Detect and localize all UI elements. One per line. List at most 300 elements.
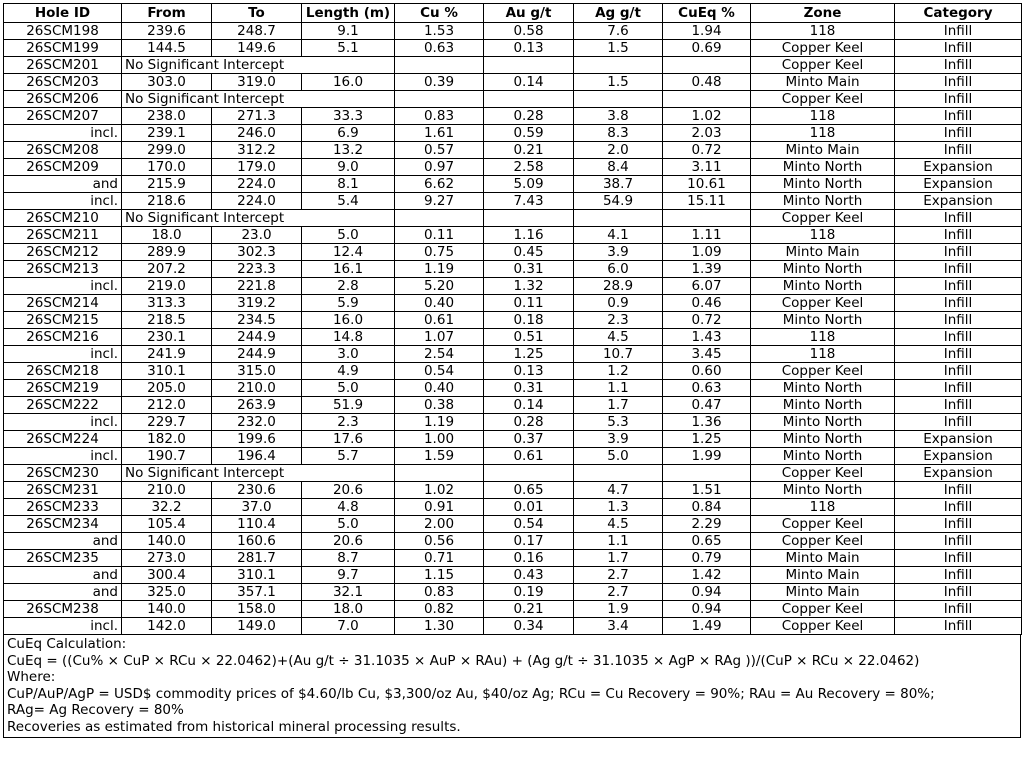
value-cell: 6.9 [302, 125, 395, 142]
category-cell: Infill [895, 125, 1022, 142]
value-cell: 248.7 [212, 23, 302, 40]
value-cell: 0.40 [395, 380, 484, 397]
table-row [4, 414, 1022, 431]
category-cell: Infill [895, 380, 1022, 397]
hole-id-cell: and [4, 533, 122, 550]
value-cell: 0.94 [663, 584, 751, 601]
category-cell: Infill [895, 108, 1022, 125]
note-line: Recoveries as estimated from historical mineral processing results. [7, 718, 461, 735]
value-cell: 1.59 [395, 448, 484, 465]
table-row [4, 312, 1022, 329]
category-cell: Expansion [895, 448, 1022, 465]
value-cell: 9.7 [302, 567, 395, 584]
column-header: Hole ID [4, 4, 122, 23]
zone-cell: Copper Keel [751, 618, 895, 635]
value-cell: 0.63 [663, 380, 751, 397]
hole-id-cell: 26SCM213 [4, 261, 122, 278]
table-row [4, 329, 1022, 346]
category-cell: Infill [895, 295, 1022, 312]
value-cell: 289.9 [122, 244, 212, 261]
value-cell: 1.5 [574, 40, 663, 57]
value-cell: 300.4 [122, 567, 212, 584]
value-cell: 310.1 [212, 567, 302, 584]
zone-cell: Copper Keel [751, 516, 895, 533]
value-cell: 7.0 [302, 618, 395, 635]
value-cell: 0.61 [484, 448, 574, 465]
table-row [4, 210, 1022, 227]
zone-cell: 118 [751, 346, 895, 363]
table-row [4, 142, 1022, 159]
value-cell: 2.3 [574, 312, 663, 329]
table-row [4, 380, 1022, 397]
table-row [4, 40, 1022, 57]
column-header: To [212, 4, 302, 23]
category-cell: Infill [895, 227, 1022, 244]
value-cell: 3.0 [302, 346, 395, 363]
value-cell: 38.7 [574, 176, 663, 193]
value-cell: 0.79 [663, 550, 751, 567]
value-cell: 239.6 [122, 23, 212, 40]
value-cell: 0.13 [484, 363, 574, 380]
value-cell: 0.45 [484, 244, 574, 261]
zone-cell: Minto North [751, 397, 895, 414]
value-cell: 142.0 [122, 618, 212, 635]
value-cell: 1.7 [574, 397, 663, 414]
value-cell: 0.34 [484, 618, 574, 635]
value-cell: 0.37 [484, 431, 574, 448]
hole-id-cell: 26SCM207 [4, 108, 122, 125]
category-cell: Infill [895, 278, 1022, 295]
category-cell: Expansion [895, 193, 1022, 210]
value-cell: 230.1 [122, 329, 212, 346]
table-row [4, 295, 1022, 312]
value-cell: 263.9 [212, 397, 302, 414]
value-cell: 144.5 [122, 40, 212, 57]
value-cell: 207.2 [122, 261, 212, 278]
value-cell: 357.1 [212, 584, 302, 601]
value-cell: 1.19 [395, 414, 484, 431]
table-body [4, 23, 1022, 635]
zone-cell: Copper Keel [751, 91, 895, 108]
value-cell: 0.21 [484, 142, 574, 159]
zone-cell: 118 [751, 125, 895, 142]
category-cell: Infill [895, 142, 1022, 159]
value-cell: 2.0 [574, 142, 663, 159]
value-cell: 0.97 [395, 159, 484, 176]
value-cell: 149.0 [212, 618, 302, 635]
value-cell: 0.18 [484, 312, 574, 329]
value-cell: 1.07 [395, 329, 484, 346]
value-cell: 244.9 [212, 346, 302, 363]
value-cell: 13.2 [302, 142, 395, 159]
category-cell: Infill [895, 346, 1022, 363]
no-intercept-cell: No Significant Intercept [122, 210, 395, 227]
value-cell: 0.65 [484, 482, 574, 499]
hole-id-cell: 26SCM203 [4, 74, 122, 91]
table-row [4, 584, 1022, 601]
value-cell: 1.5 [574, 74, 663, 91]
value-cell: 2.7 [574, 567, 663, 584]
hole-id-cell: 26SCM235 [4, 550, 122, 567]
value-cell: 7.43 [484, 193, 574, 210]
category-cell: Infill [895, 312, 1022, 329]
value-cell: 0.17 [484, 533, 574, 550]
zone-cell: Copper Keel [751, 57, 895, 74]
empty-cell [574, 91, 663, 108]
empty-cell [663, 465, 751, 482]
value-cell: 12.4 [302, 244, 395, 261]
value-cell: 221.8 [212, 278, 302, 295]
table-row [4, 244, 1022, 261]
value-cell: 18.0 [302, 601, 395, 618]
hole-id-cell: 26SCM224 [4, 431, 122, 448]
hole-id-cell: 26SCM198 [4, 23, 122, 40]
zone-cell: Minto Main [751, 584, 895, 601]
note-line: Where: [7, 669, 56, 685]
hole-id-cell: 26SCM211 [4, 227, 122, 244]
value-cell: 219.0 [122, 278, 212, 295]
zone-cell: Minto Main [751, 567, 895, 584]
value-cell: 0.71 [395, 550, 484, 567]
value-cell: 210.0 [122, 482, 212, 499]
table-row [4, 516, 1022, 533]
category-cell: Expansion [895, 159, 1022, 176]
value-cell: 1.3 [574, 499, 663, 516]
value-cell: 0.28 [484, 108, 574, 125]
value-cell: 1.9 [574, 601, 663, 618]
zone-cell: Minto North [751, 159, 895, 176]
hole-id-cell: 26SCM219 [4, 380, 122, 397]
zone-cell: Minto North [751, 414, 895, 431]
value-cell: 1.36 [663, 414, 751, 431]
table-row [4, 499, 1022, 516]
zone-cell: Minto North [751, 176, 895, 193]
value-cell: 6.0 [574, 261, 663, 278]
value-cell: 5.09 [484, 176, 574, 193]
value-cell: 1.51 [663, 482, 751, 499]
value-cell: 299.0 [122, 142, 212, 159]
no-intercept-cell: No Significant Intercept [122, 91, 395, 108]
table-row [4, 465, 1022, 482]
zone-cell: Minto North [751, 193, 895, 210]
zone-cell: Copper Keel [751, 295, 895, 312]
value-cell: 0.48 [663, 74, 751, 91]
zone-cell: Minto North [751, 261, 895, 278]
value-cell: 0.19 [484, 584, 574, 601]
value-cell: 17.6 [302, 431, 395, 448]
category-cell: Infill [895, 23, 1022, 40]
value-cell: 0.72 [663, 312, 751, 329]
value-cell: 1.39 [663, 261, 751, 278]
no-intercept-cell: No Significant Intercept [122, 465, 395, 482]
hole-id-cell: and [4, 584, 122, 601]
value-cell: 210.0 [212, 380, 302, 397]
value-cell: 1.16 [484, 227, 574, 244]
value-cell: 1.2 [574, 363, 663, 380]
value-cell: 4.1 [574, 227, 663, 244]
value-cell: 182.0 [122, 431, 212, 448]
value-cell: 238.0 [122, 108, 212, 125]
hole-id-cell: incl. [4, 125, 122, 142]
hole-id-cell: incl. [4, 414, 122, 431]
column-header: Cu % [395, 4, 484, 23]
value-cell: 4.5 [574, 329, 663, 346]
value-cell: 1.25 [663, 431, 751, 448]
hole-id-cell: incl. [4, 618, 122, 635]
value-cell: 9.27 [395, 193, 484, 210]
table-row [4, 74, 1022, 91]
value-cell: 3.9 [574, 431, 663, 448]
category-cell: Infill [895, 584, 1022, 601]
value-cell: 0.11 [395, 227, 484, 244]
column-header: Zone [751, 4, 895, 23]
value-cell: 8.1 [302, 176, 395, 193]
value-cell: 4.5 [574, 516, 663, 533]
value-cell: 0.65 [663, 533, 751, 550]
category-cell: Infill [895, 74, 1022, 91]
value-cell: 0.54 [484, 516, 574, 533]
value-cell: 32.1 [302, 584, 395, 601]
category-cell: Infill [895, 210, 1022, 227]
category-cell: Infill [895, 40, 1022, 57]
table-row [4, 176, 1022, 193]
value-cell: 319.2 [212, 295, 302, 312]
empty-cell [395, 91, 484, 108]
value-cell: 312.2 [212, 142, 302, 159]
column-header: Length (m) [302, 4, 395, 23]
value-cell: 0.13 [484, 40, 574, 57]
value-cell: 14.8 [302, 329, 395, 346]
empty-cell [484, 57, 574, 74]
hole-id-cell: 26SCM233 [4, 499, 122, 516]
category-cell: Expansion [895, 465, 1022, 482]
value-cell: 0.31 [484, 261, 574, 278]
value-cell: 8.3 [574, 125, 663, 142]
value-cell: 0.57 [395, 142, 484, 159]
note-line: CuEq Calculation: [7, 636, 127, 652]
value-cell: 10.61 [663, 176, 751, 193]
table-row [4, 397, 1022, 414]
value-cell: 0.14 [484, 74, 574, 91]
zone-cell: Minto Main [751, 142, 895, 159]
value-cell: 239.1 [122, 125, 212, 142]
value-cell: 2.03 [663, 125, 751, 142]
value-cell: 310.1 [122, 363, 212, 380]
table-row [4, 278, 1022, 295]
value-cell: 0.01 [484, 499, 574, 516]
value-cell: 0.54 [395, 363, 484, 380]
value-cell: 54.9 [574, 193, 663, 210]
drill-results-document [3, 3, 1021, 738]
value-cell: 302.3 [212, 244, 302, 261]
value-cell: 218.6 [122, 193, 212, 210]
value-cell: 1.1 [574, 380, 663, 397]
table-row [4, 618, 1022, 635]
value-cell: 10.7 [574, 346, 663, 363]
value-cell: 325.0 [122, 584, 212, 601]
value-cell: 0.46 [663, 295, 751, 312]
value-cell: 1.1 [574, 533, 663, 550]
category-cell: Infill [895, 550, 1022, 567]
hole-id-cell: incl. [4, 278, 122, 295]
value-cell: 315.0 [212, 363, 302, 380]
empty-cell [574, 210, 663, 227]
zone-cell: Minto North [751, 278, 895, 295]
value-cell: 0.83 [395, 108, 484, 125]
value-cell: 3.11 [663, 159, 751, 176]
value-cell: 1.43 [663, 329, 751, 346]
value-cell: 246.0 [212, 125, 302, 142]
hole-id-cell: incl. [4, 346, 122, 363]
value-cell: 8.4 [574, 159, 663, 176]
value-cell: 2.8 [302, 278, 395, 295]
note-line: RAg= Ag Recovery = 80% [7, 702, 184, 718]
category-cell: Infill [895, 414, 1022, 431]
hole-id-cell: 26SCM212 [4, 244, 122, 261]
column-header: Ag g/t [574, 4, 663, 23]
zone-cell: Copper Keel [751, 601, 895, 618]
table-row [4, 448, 1022, 465]
zone-cell: 118 [751, 23, 895, 40]
empty-cell [484, 91, 574, 108]
value-cell: 4.8 [302, 499, 395, 516]
value-cell: 1.02 [663, 108, 751, 125]
zone-cell: Minto North [751, 431, 895, 448]
value-cell: 2.54 [395, 346, 484, 363]
zone-cell: Copper Keel [751, 533, 895, 550]
value-cell: 223.3 [212, 261, 302, 278]
category-cell: Infill [895, 567, 1022, 584]
value-cell: 4.7 [574, 482, 663, 499]
value-cell: 196.4 [212, 448, 302, 465]
value-cell: 0.82 [395, 601, 484, 618]
zone-cell: 118 [751, 227, 895, 244]
hole-id-cell: 26SCM238 [4, 601, 122, 618]
value-cell: 1.7 [574, 550, 663, 567]
value-cell: 0.39 [395, 74, 484, 91]
value-cell: 37.0 [212, 499, 302, 516]
value-cell: 5.0 [302, 516, 395, 533]
value-cell: 281.7 [212, 550, 302, 567]
value-cell: 0.91 [395, 499, 484, 516]
hole-id-cell: 26SCM216 [4, 329, 122, 346]
value-cell: 18.0 [122, 227, 212, 244]
empty-cell [484, 465, 574, 482]
value-cell: 6.07 [663, 278, 751, 295]
note-line: CuEq = ((Cu% × CuP × RCu × 22.0462)+(Au g/t ÷ 31.1035 × AuP × RAu) + (Ag g/t ÷ 31.1035 × AgP × RAg ))/(CuP × RCu × 22.0462) [7, 652, 920, 669]
table-row [4, 57, 1022, 74]
category-cell: Expansion [895, 176, 1022, 193]
zone-cell: Copper Keel [751, 363, 895, 380]
value-cell: 0.51 [484, 329, 574, 346]
category-cell: Infill [895, 397, 1022, 414]
zone-cell: Minto North [751, 312, 895, 329]
hole-id-cell: 26SCM201 [4, 57, 122, 74]
hole-id-cell: 26SCM222 [4, 397, 122, 414]
value-cell: 1.30 [395, 618, 484, 635]
value-cell: 16.1 [302, 261, 395, 278]
value-cell: 0.16 [484, 550, 574, 567]
note-line: CuP/AuP/AgP = USD$ commodity prices of $4.60/lb Cu, $3,300/oz Au, $40/oz Ag; RCu = Cu Recovery = 90%; RAu = Au Recovery = 80%; [7, 685, 935, 702]
table-row [4, 601, 1022, 618]
value-cell: 0.94 [663, 601, 751, 618]
value-cell: 170.0 [122, 159, 212, 176]
value-cell: 110.4 [212, 516, 302, 533]
value-cell: 271.3 [212, 108, 302, 125]
value-cell: 0.28 [484, 414, 574, 431]
zone-cell: Minto Main [751, 244, 895, 261]
value-cell: 1.00 [395, 431, 484, 448]
table-row [4, 108, 1022, 125]
value-cell: 224.0 [212, 176, 302, 193]
value-cell: 0.40 [395, 295, 484, 312]
hole-id-cell: 26SCM230 [4, 465, 122, 482]
zone-cell: Copper Keel [751, 40, 895, 57]
value-cell: 15.11 [663, 193, 751, 210]
hole-id-cell: 26SCM214 [4, 295, 122, 312]
value-cell: 1.25 [484, 346, 574, 363]
value-cell: 0.63 [395, 40, 484, 57]
value-cell: 3.45 [663, 346, 751, 363]
value-cell: 1.09 [663, 244, 751, 261]
value-cell: 229.7 [122, 414, 212, 431]
value-cell: 5.0 [302, 227, 395, 244]
zone-cell: Copper Keel [751, 210, 895, 227]
table-row [4, 159, 1022, 176]
category-cell: Infill [895, 363, 1022, 380]
category-cell: Infill [895, 482, 1022, 499]
value-cell: 7.6 [574, 23, 663, 40]
value-cell: 244.9 [212, 329, 302, 346]
value-cell: 5.0 [574, 448, 663, 465]
value-cell: 1.02 [395, 482, 484, 499]
value-cell: 218.5 [122, 312, 212, 329]
zone-cell: Minto Main [751, 74, 895, 91]
empty-cell [484, 210, 574, 227]
zone-cell: Minto North [751, 482, 895, 499]
value-cell: 0.72 [663, 142, 751, 159]
value-cell: 158.0 [212, 601, 302, 618]
value-cell: 1.42 [663, 567, 751, 584]
value-cell: 9.0 [302, 159, 395, 176]
hole-id-cell: 26SCM234 [4, 516, 122, 533]
value-cell: 0.31 [484, 380, 574, 397]
table-row [4, 23, 1022, 40]
empty-cell [574, 465, 663, 482]
table-row [4, 91, 1022, 108]
empty-cell [395, 210, 484, 227]
value-cell: 140.0 [122, 601, 212, 618]
category-cell: Infill [895, 499, 1022, 516]
value-cell: 5.20 [395, 278, 484, 295]
value-cell: 1.19 [395, 261, 484, 278]
value-cell: 205.0 [122, 380, 212, 397]
value-cell: 16.0 [302, 312, 395, 329]
category-cell: Infill [895, 533, 1022, 550]
value-cell: 0.59 [484, 125, 574, 142]
value-cell: 224.0 [212, 193, 302, 210]
category-cell: Infill [895, 91, 1022, 108]
empty-cell [395, 465, 484, 482]
zone-cell: 118 [751, 108, 895, 125]
value-cell: 2.3 [302, 414, 395, 431]
value-cell: 20.6 [302, 482, 395, 499]
value-cell: 0.61 [395, 312, 484, 329]
cueq-notes [3, 635, 1021, 738]
column-header: From [122, 4, 212, 23]
table-row [4, 482, 1022, 499]
table-row [4, 431, 1022, 448]
